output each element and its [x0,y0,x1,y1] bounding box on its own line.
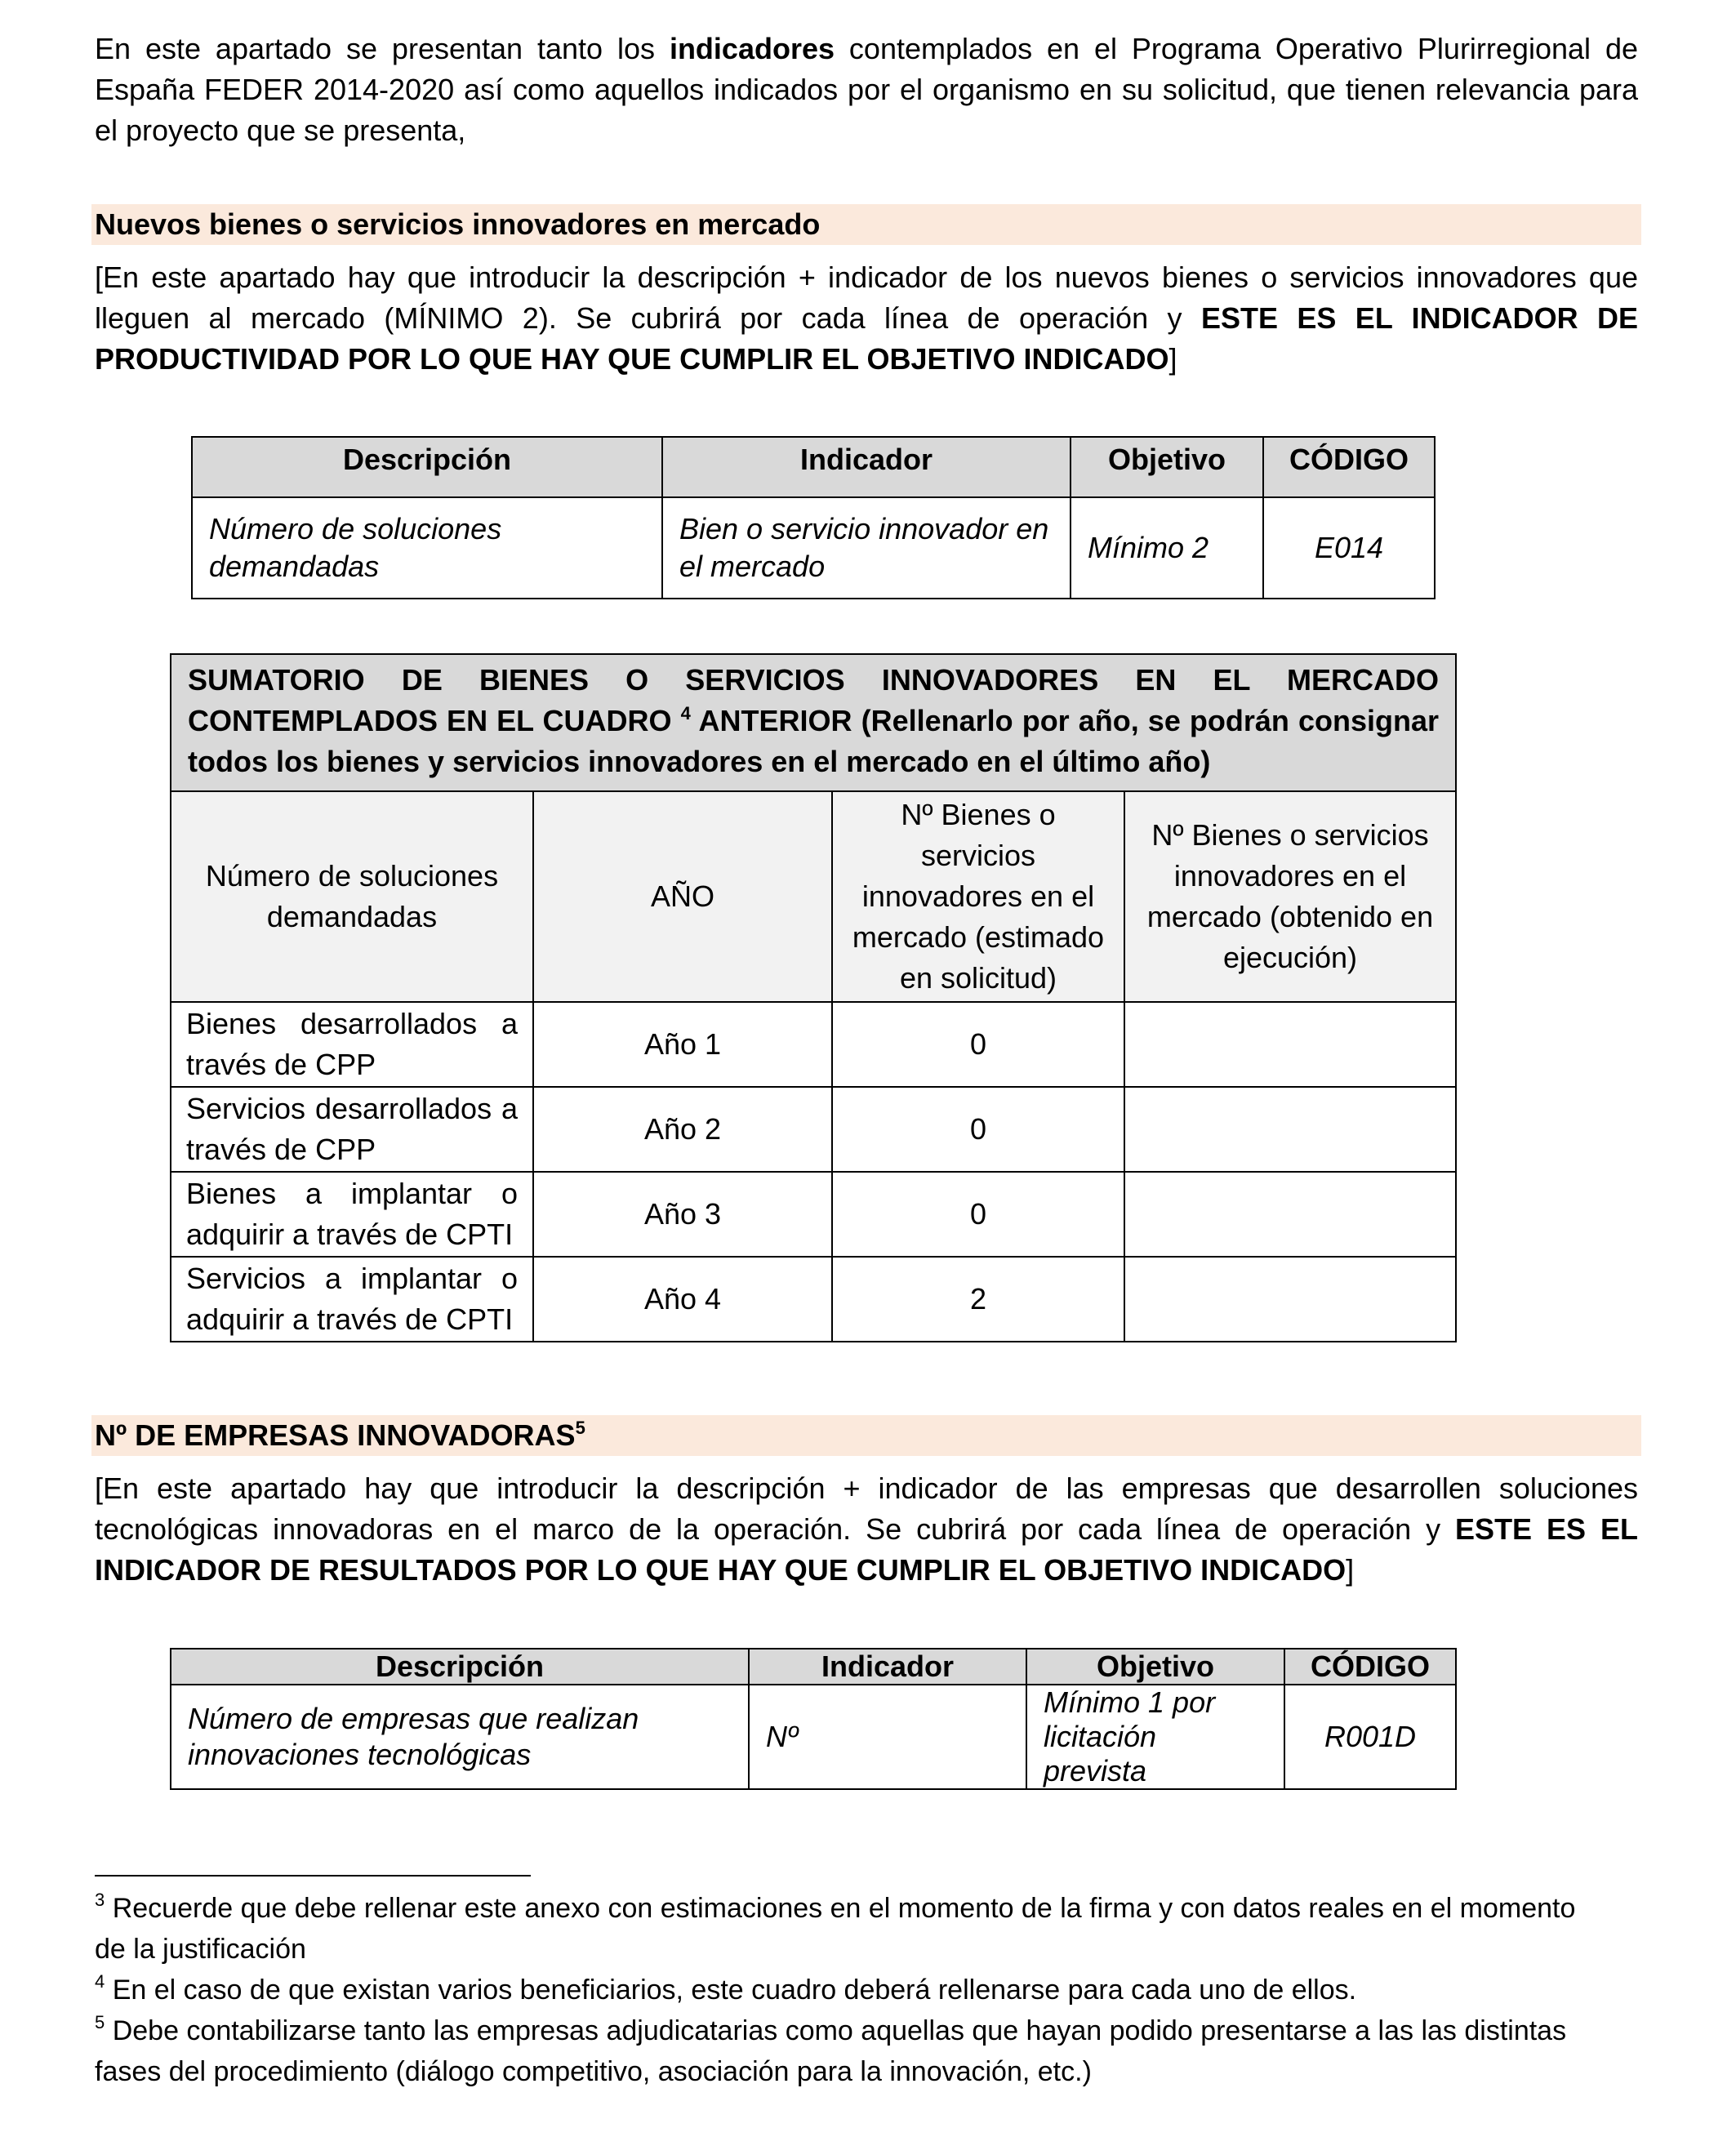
summary-title [171,654,1456,791]
section-heading-new-goods [91,204,1641,245]
section2-bold-text: ESTE ES EL INDICADOR DE RESULTADOS POR LO QUE HAY QUE CUMPLIR EL OBJETIVO INDICADO [95,1512,1638,1587]
results-indicator-table [170,1648,1457,1790]
footnote-text: Recuerde que debe rellenar este anexo con estimaciones en el momento de la firma y con datos reales en el momento de la justificación [95,1893,1576,1965]
footnote-ref-5: 5 [575,1418,585,1438]
table-row [171,1257,1456,1342]
header-obtenido: Nº Bienes o servicios innovadores en el mercado (obtenido en ejecución) [1124,791,1456,1002]
row-label: Servicios desarrollados a través de CPP [171,1087,533,1172]
intro-text-end: contemplados en el Programa Operativo Plurirregional de España FEDER 2014-2020 así como aquellos indicados por el organismo en su solicitud, que tienen relevancia para el proyecto que se presenta, [95,32,1638,147]
section-heading-text: Nº DE EMPRESAS INNOVADORAS [95,1418,576,1452]
footnote-number: 3 [95,1890,105,1910]
row-year: Año 3 [533,1172,832,1257]
header-ano: AÑO [533,791,832,1002]
header-estimado: Nº Bienes o servicios innovadores en el mercado (estimado en solicitud) [832,791,1124,1002]
footnote-separator [95,1875,531,1877]
row-year: Año 1 [533,1002,832,1087]
row-label: Bienes a implantar o adquirir a través de CPTI [171,1172,533,1257]
footnote-text: En el caso de que existan varios beneficiarios, este cuadro deberá rellenarse para cada uno de ellos. [105,1974,1357,2006]
row-estimated: 0 [832,1087,1124,1172]
table-row [171,1002,1456,1087]
summary-title-text: SUMATORIO DE BIENES O SERVICIOS INNOVADORES EN EL MERCADO CONTEMPLADOS EN EL CUADRO [188,663,1439,737]
section-heading-innovative-companies [91,1415,1641,1456]
row-year: Año 4 [533,1257,832,1342]
footnote-ref-4: 4 [680,703,691,723]
summary-title-row [171,654,1456,791]
footnote-number: 5 [95,2012,105,2032]
section1-text: [En este apartado hay que introducir la descripción + indicador de los nuevos bienes o servicios innovadores que lleguen al mercado (MÍNIMO 2). Se cubrirá por cada línea de operación y [95,260,1638,335]
table-header-row [192,437,1435,497]
section1-paragraph [95,257,1638,380]
row-label: Servicios a implantar o adquirir a través de CPTI [171,1257,533,1342]
header-codigo: CÓDIGO [1263,437,1435,497]
header-descripcion: Descripción [192,437,662,497]
innovative-goods-summary-table [170,653,1457,1342]
section1-text-end: ] [1168,342,1177,376]
row-estimated: 2 [832,1257,1124,1342]
row-estimated: 0 [832,1172,1124,1257]
header-descripcion: Descripción [171,1649,749,1685]
row-obtained [1124,1002,1456,1087]
cell-descripcion: Número de empresas que realizan innovaciones tecnológicas [171,1685,749,1789]
row-estimated: 0 [832,1002,1124,1087]
cell-codigo: E014 [1263,497,1435,599]
footnote-4 [95,1970,1589,2010]
section2-text: [En este apartado hay que introducir la descripción + indicador de las empresas que desarrollen soluciones tecnológicas innovadoras en el marco de la operación. Se cubrirá por cada línea de operación y [95,1471,1638,1546]
cell-codigo: R001D [1284,1685,1456,1789]
row-obtained [1124,1087,1456,1172]
row-year: Año 2 [533,1087,832,1172]
cell-indicador: Bien o servicio innovador en el mercado [662,497,1071,599]
table-row [192,497,1435,599]
header-codigo: CÓDIGO [1284,1649,1456,1685]
section-heading-text: Nuevos bienes o servicios innovadores en mercado [95,207,821,241]
footnote-5 [95,2010,1589,2092]
footnote-text: Debe contabilizarse tanto las empresas adjudicatarias como aquellas que hayan podido presentarse a las las distintas fases del procedimiento (diálogo competitivo, asociación para la innovación, etc.) [95,2015,1567,2087]
productivity-indicator-table [191,436,1436,599]
row-obtained [1124,1257,1456,1342]
header-objetivo: Objetivo [1071,437,1263,497]
cell-objetivo: Mínimo 1 por licitación prevista [1026,1685,1284,1789]
row-label: Bienes desarrollados a través de CPP [171,1002,533,1087]
intro-text-start: En este apartado se presentan tanto los [95,32,670,65]
table-header-row [171,1649,1456,1685]
cell-objetivo: Mínimo 2 [1071,497,1263,599]
table-row [171,1172,1456,1257]
intro-bold-term: indicadores [669,32,835,65]
row-obtained [1124,1172,1456,1257]
header-soluciones: Número de soluciones demandadas [171,791,533,1002]
header-indicador: Indicador [749,1649,1026,1685]
table-row [171,1685,1456,1789]
footnote-3 [95,1888,1589,1970]
header-objetivo: Objetivo [1026,1649,1284,1685]
section2-paragraph [95,1468,1638,1591]
table-header-row [171,791,1456,1002]
table-row [171,1087,1456,1172]
footnote-number: 4 [95,1971,105,1992]
cell-descripcion: Número de soluciones demandadas [192,497,662,599]
summary-title-text-end: ANTERIOR (Rellenarlo por año, se podrán consignar todos los bienes y servicios innovadores en el mercado en el último año) [188,704,1439,778]
section1-bold-text: ESTE ES EL INDICADOR DE PRODUCTIVIDAD POR LO QUE HAY QUE CUMPLIR EL OBJETIVO INDICADO [95,301,1638,376]
section2-text-end: ] [1346,1553,1355,1587]
header-indicador: Indicador [662,437,1071,497]
intro-paragraph [95,29,1638,151]
cell-indicador: Nº [749,1685,1026,1789]
